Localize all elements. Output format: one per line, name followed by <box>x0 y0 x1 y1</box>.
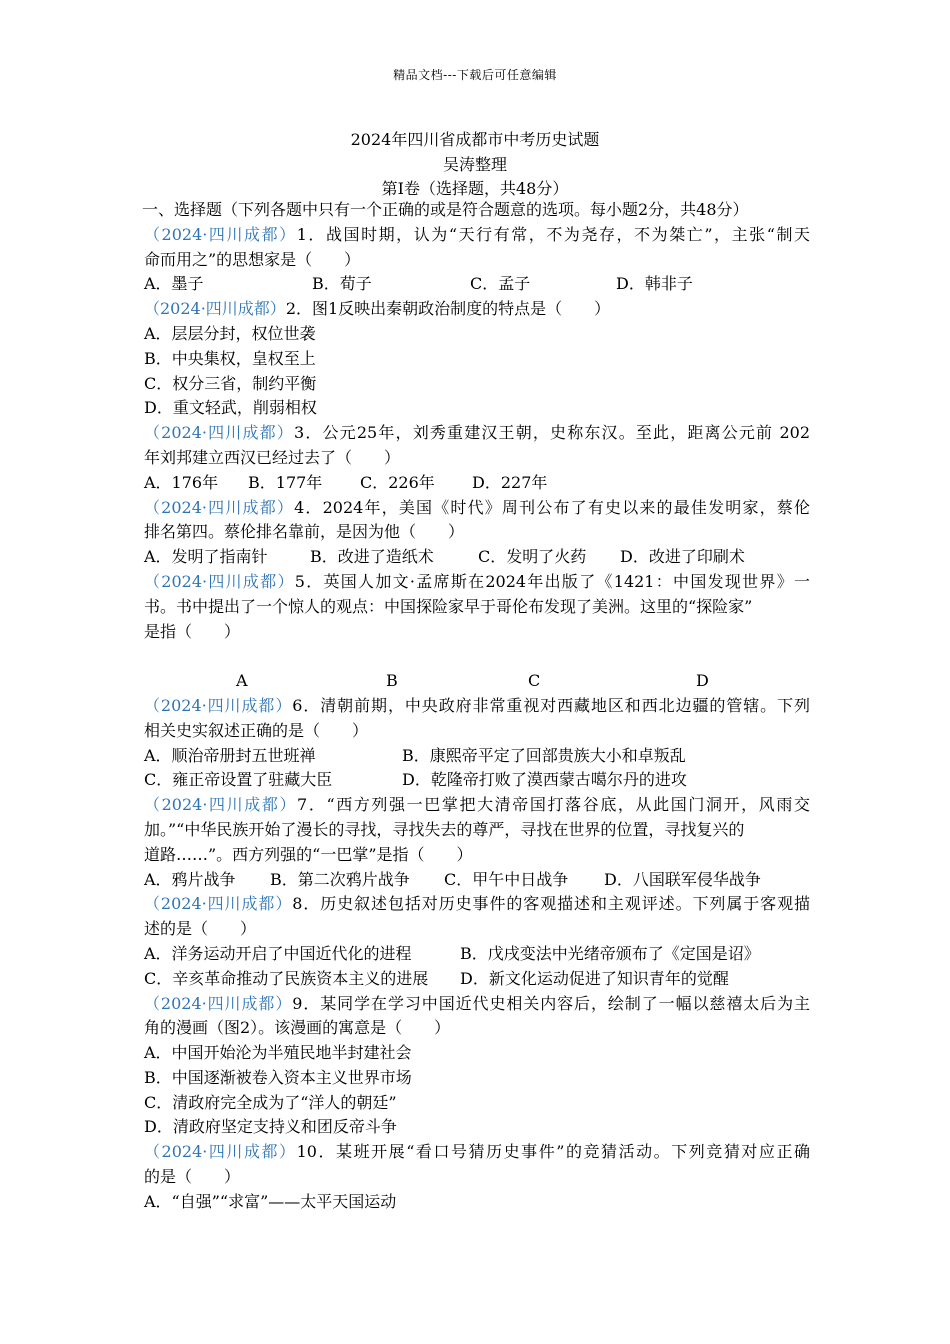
option-a: A．176年 <box>144 472 219 492</box>
page-header: 精品文档---下载后可任意编辑 <box>393 68 557 82</box>
options-row <box>144 272 810 297</box>
question-text: 书。书中提出了一个惊人的观点：中国探险家早于哥伦布发现了美洲。这里的“探险家” <box>144 596 753 616</box>
question-text: 4．2024年，美国《时代》周刊公布了有史以来的最佳发明家，蔡伦 <box>294 497 810 517</box>
question-text: 道路……”。西方列强的“一巴掌”是指（ ） <box>144 844 473 864</box>
option-a: A．发明了指南针 <box>144 547 268 567</box>
question-text: 1．战国时期，认为“天行有常，不为尧存，不为桀亡”，主张“制天 <box>296 224 810 244</box>
image-area <box>144 644 810 669</box>
source-tag: （2024·四川成都） <box>144 224 297 244</box>
source-tag: （2024·四川成都） <box>144 497 295 517</box>
exam-title: 2024年四川省成都市中考历史试题 <box>350 130 600 149</box>
question-6 <box>144 694 810 719</box>
question-3 <box>144 421 810 446</box>
question-1 <box>144 223 810 248</box>
options-row <box>144 967 810 992</box>
option-d: D．韩非子 <box>616 274 693 294</box>
option-d: D．八国联军侵华战争 <box>604 869 761 889</box>
option-c: C．226年 <box>360 472 435 492</box>
question-7 <box>144 793 810 818</box>
question-text: 述的是（ ） <box>144 919 257 939</box>
option-c: C．孟子 <box>470 274 531 294</box>
options-row <box>144 942 810 967</box>
question-text: 排名第四。蔡伦排名靠前，是因为他（ ） <box>144 522 465 542</box>
question-list <box>144 198 810 1215</box>
option-c: C．权分三省，制约平衡 <box>144 373 317 393</box>
question-4 <box>144 496 810 521</box>
part-title: 第Ⅰ卷（选择题，共48分） <box>381 179 569 198</box>
source-tag: （2024·四川成都） <box>144 894 293 914</box>
options-row <box>144 545 810 570</box>
question-text: 年刘邦建立西汉已经过去了（ ） <box>144 447 401 467</box>
option-d: D．227年 <box>472 472 548 492</box>
option-a: A．顺治帝册封五世班禅 <box>144 745 316 765</box>
question-text: 8．历史叙述包括对历史事件的客观描述和主观评述。下列属于客观描 <box>292 894 810 914</box>
question-text: 是指（ ） <box>144 621 241 641</box>
question-text: 7．“西方列强一巴掌把大清帝国打落谷底，从此国门洞开，风雨交 <box>297 795 810 815</box>
option-b: B．改进了造纸术 <box>310 547 434 567</box>
section-instruction: 一、选择题（下列各题中只有一个正确的或是符合题意的选项。每小题2分，共48分） <box>142 200 749 219</box>
image-label-d: D <box>696 671 709 691</box>
option-c: C．发明了火药 <box>478 547 587 567</box>
option-c: C．辛亥革命推动了民族资本主义的进展 <box>144 968 429 988</box>
question-8 <box>144 892 810 917</box>
question-text: 5．英国人加文·孟席斯在2024年出版了《1421：中国发现世界》一 <box>294 571 810 591</box>
source-tag: （2024·四川成都） <box>144 695 293 715</box>
option-b: B．中国逐渐被卷入资本主义世界市场 <box>144 1067 412 1087</box>
source-tag: （2024·四川成都） <box>144 795 298 815</box>
question-text: 加。”“中华民族开始了漫长的寻找，寻找失去的尊严，寻找在世界的位置，寻找复兴的 <box>144 819 745 839</box>
option-c: C．甲午中日战争 <box>444 869 569 889</box>
option-d: D．新文化运动促进了知识青年的觉醒 <box>460 968 729 988</box>
option-b: B．177年 <box>248 472 323 492</box>
option-a: A．鸦片战争 <box>144 869 236 889</box>
option-c: C．清政府完全成为了“洋人的朝廷” <box>144 1092 397 1112</box>
source-tag: （2024·四川成都） <box>144 993 293 1013</box>
question-text: 相关史实叙述正确的是（ ） <box>144 720 369 740</box>
question-10 <box>144 1140 810 1165</box>
options-row <box>144 744 810 769</box>
question-text: 6．清朝前期，中央政府非常重视对西藏地区和西北边疆的管辖。下列 <box>292 695 810 715</box>
option-b: B．中央集权，皇权至上 <box>144 348 316 368</box>
option-d: D．清政府坚定支持义和团反帝斗争 <box>144 1117 397 1137</box>
option-b: B．戊戌变法中光绪帝颁布了《定国是诏》 <box>460 943 760 963</box>
source-tag: （2024·四川成都） <box>144 571 295 591</box>
image-label-b: B <box>386 671 398 691</box>
question-text: 命而用之”的思想家是（ ） <box>144 249 361 269</box>
question-text: 2．图1反映出秦朝政治制度的特点是（ ） <box>285 299 611 319</box>
option-a: A．中国开始沦为半殖民地半封建社会 <box>144 1043 412 1063</box>
question-text: 的是（ ） <box>144 1167 241 1187</box>
question-2 <box>144 297 810 322</box>
question-text: 3．公元25年，刘秀重建汉王朝，史称东汉。至此，距离公元前 202 <box>293 423 810 443</box>
option-d: D．改进了印刷术 <box>620 547 745 567</box>
question-text: 10．某班开展“看口号猜历史事件”的竞猜活动。下列竞猜对应正确 <box>296 1142 810 1162</box>
image-label-c: C <box>528 671 541 691</box>
option-a: A．“自强”“求富”——太平天国运动 <box>144 1191 397 1211</box>
source-tag: （2024·四川成都） <box>144 423 294 443</box>
image-label-a: A <box>236 671 248 691</box>
option-d: D．重文轻武，削弱相权 <box>144 398 317 418</box>
question-text: 角的漫画（图2）。该漫画的寓意是（ ） <box>144 1018 451 1038</box>
options-row <box>144 471 810 496</box>
option-d: D．乾隆帝打败了漠西蒙古噶尔丹的进攻 <box>402 770 687 790</box>
options-row <box>144 768 810 793</box>
option-b: B．康熙帝平定了回部贵族大小和卓叛乱 <box>402 745 686 765</box>
source-tag: （2024·四川成都） <box>144 299 286 319</box>
option-b: B．荀子 <box>312 274 372 294</box>
option-a: A．墨子 <box>144 274 204 294</box>
question-5 <box>144 570 810 595</box>
question-9 <box>144 992 810 1017</box>
option-b: B．第二次鸦片战争 <box>270 869 410 889</box>
source-tag: （2024·四川成都） <box>144 1142 297 1162</box>
option-a: A．层层分封，权位世袭 <box>144 323 316 343</box>
option-a: A．洋务运动开启了中国近代化的进程 <box>144 943 412 963</box>
option-c: C．雍正帝设置了驻藏大臣 <box>144 770 333 790</box>
author: 吴涛整理 <box>442 155 507 174</box>
options-row <box>144 868 810 893</box>
question-text: 9．某同学在学习中国近代史相关内容后，绘制了一幅以慈禧太后为主 <box>292 993 810 1013</box>
image-labels-row <box>144 669 810 694</box>
